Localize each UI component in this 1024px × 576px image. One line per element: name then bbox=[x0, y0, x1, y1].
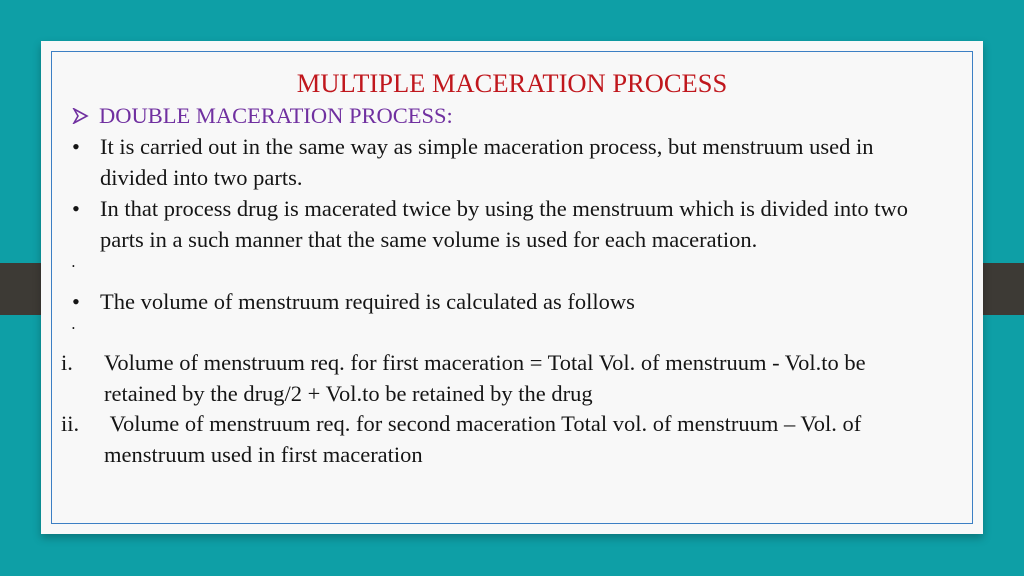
list-marker: i. bbox=[61, 350, 73, 375]
bullet-item bbox=[72, 193, 932, 255]
bullet-text: In that process drug is macerated twice by using the menstruum which is divided into two parts in a such manner that the same volume is used for each maceration. bbox=[100, 196, 908, 252]
bullet-text: It is carried out in the same way as simple maceration process, but menstruum used in divided into two parts. bbox=[100, 134, 874, 190]
bullet-dot-icon: • bbox=[72, 134, 80, 159]
slide-content bbox=[52, 52, 972, 523]
numbered-item bbox=[61, 408, 941, 470]
numbered-text: Volume of menstruum req. for second maceration Total vol. of menstruum – Vol. of menstruum used in first maceration bbox=[104, 411, 867, 467]
list-marker: ii. bbox=[61, 411, 80, 436]
bullet-dot-icon: • bbox=[72, 289, 80, 314]
numbered-text: Volume of menstruum req. for first maceration = Total Vol. of menstruum - Vol.to be retained by the drug/2 + Vol.to be retained by the drug bbox=[104, 350, 866, 406]
bullet-text: The volume of menstruum required is calculated as follows bbox=[100, 289, 635, 314]
slide-card bbox=[41, 41, 983, 534]
subtitle-text: DOUBLE MACERATION PROCESS: bbox=[99, 103, 453, 128]
bullet-dot-icon: • bbox=[72, 196, 80, 221]
subtitle-line bbox=[72, 100, 453, 131]
bullet-item bbox=[72, 131, 932, 193]
slide-frame bbox=[51, 51, 973, 524]
empty-bullet-icon: • bbox=[72, 262, 75, 271]
slide-title: MULTIPLE MACERATION PROCESS bbox=[296, 68, 728, 98]
numbered-item bbox=[61, 347, 941, 409]
bullet-item bbox=[72, 286, 932, 317]
arrow-bullet-icon bbox=[72, 100, 99, 131]
empty-bullet-icon: • bbox=[72, 324, 75, 333]
